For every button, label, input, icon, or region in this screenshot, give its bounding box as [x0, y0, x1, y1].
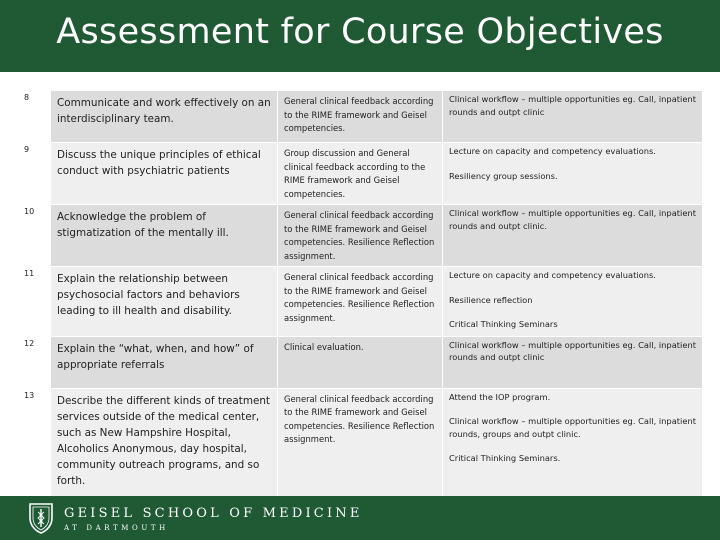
method-item: Clinical workflow – multiple opportunities eg. Call, inpatient rounds, groups and outpt clinic.	[449, 416, 696, 439]
method-cell	[443, 267, 703, 337]
method-item: Clinical workflow – multiple opportunities eg. Call, inpatient rounds and outpt clinic	[449, 339, 696, 362]
assessment-cell: General clinical feedback according to the RIME framework and Geisel competencies.	[278, 91, 443, 143]
objective-cell: Communicate and work effectively on an interdisciplinary team.	[51, 91, 278, 143]
method-cell	[443, 336, 703, 388]
method-item: Lecture on capacity and competency evaluations.	[449, 270, 656, 280]
objective-cell: Discuss the unique principles of ethical conduct with psychiatric patients	[51, 143, 278, 205]
assessment-cell: General clinical feedback according to the RIME framework and Geisel competencies. Resilience Reflection assignment.	[278, 388, 443, 521]
shield-logo-icon	[28, 502, 54, 534]
method-item: Critical Thinking Seminars.	[449, 453, 561, 463]
table-row	[23, 205, 703, 267]
method-item: Resilience reflection	[449, 294, 533, 305]
method-item: Attend the IOP program.	[449, 391, 551, 402]
assessment-cell: General clinical feedback according to the RIME framework and Geisel competencies. Resilience Reflection assignment.	[278, 267, 443, 337]
objective-cell: Explain the “what, when, and how” of appropriate referrals	[51, 336, 278, 388]
school-subtitle: AT DARTMOUTH	[64, 524, 169, 532]
assessment-cell: Group discussion and General clinical feedback according to the RIME framework and Geisel competencies.	[278, 143, 443, 205]
method-item: Resiliency group sessions.	[449, 170, 558, 181]
method-cell	[443, 91, 703, 143]
page-title: Assessment for Course Objectives	[56, 12, 664, 52]
assessment-cell: Clinical evaluation.	[278, 336, 443, 388]
objective-cell: Describe the different kinds of treatment services outside of the medical center, such as New Hampshire Hospital, Alcoholics Anonymous, day hospital, community outreach programs, and so forth.	[51, 388, 278, 521]
row-number: 11	[23, 267, 51, 337]
school-name: GEISEL SCHOOL OF MEDICINE	[64, 506, 363, 521]
row-number: 10	[23, 205, 51, 267]
objective-cell: Acknowledge the problem of stigmatization of the mentally ill.	[51, 205, 278, 267]
objective-cell: Explain the relationship between psychosocial factors and behaviors leading to ill health and disability.	[51, 267, 278, 337]
row-number: 12	[23, 336, 51, 388]
table-row	[23, 336, 703, 388]
method-item: Critical Thinking Seminars	[449, 319, 558, 329]
footer-bar	[0, 496, 720, 540]
table-row	[23, 143, 703, 205]
table-row	[23, 267, 703, 337]
header-bar	[0, 0, 720, 72]
method-item: Clinical workflow – multiple opportunities eg. Call, inpatient rounds and outpt clinic.	[449, 208, 696, 231]
assessment-cell: General clinical feedback according to the RIME framework and Geisel competencies. Resilience Reflection assignment.	[278, 205, 443, 267]
method-cell	[443, 205, 703, 267]
row-number: 9	[23, 143, 51, 205]
objectives-table	[22, 90, 702, 524]
method-item: Clinical workflow – multiple opportunities eg. Call, inpatient rounds and outpt clinic	[449, 94, 696, 117]
table-row	[23, 91, 703, 143]
row-number: 8	[23, 91, 51, 143]
row-number: 13	[23, 388, 51, 521]
method-cell	[443, 143, 703, 205]
method-item: Lecture on capacity and competency evaluations.	[449, 146, 656, 156]
